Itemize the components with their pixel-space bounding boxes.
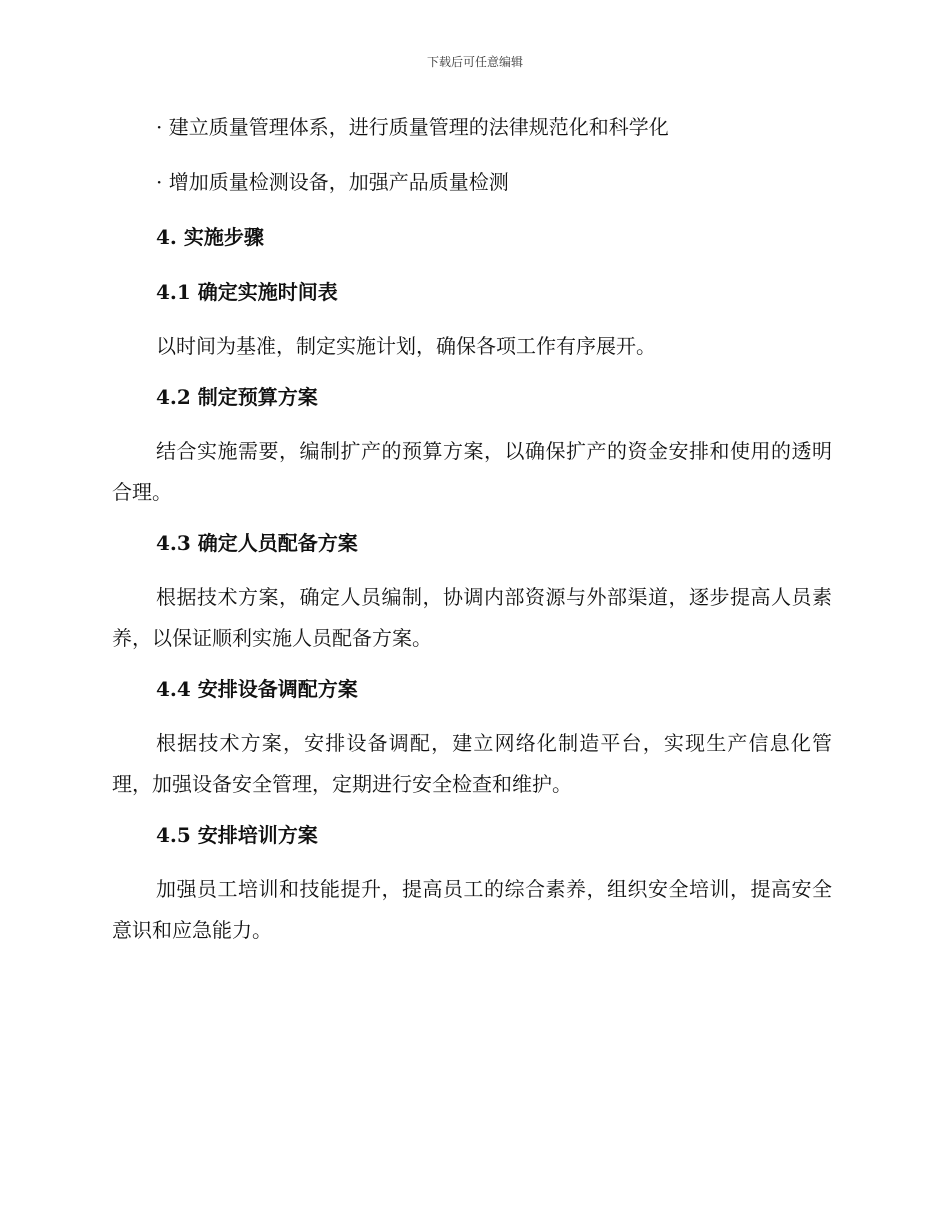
page-header: 下载后可任意编辑 [426,55,523,69]
bullet-item: · 增加质量检测设备，加强产品质量检测 [156,170,509,194]
subsection-heading: 4.2 制定预算方案 [156,385,318,409]
subsection-heading: 4.5 安排培训方案 [156,823,318,847]
document-body [112,110,832,964]
subsection-heading: 4.4 安排设备调配方案 [156,677,358,701]
subsection-heading: 4.1 确定实施时间表 [156,280,338,304]
paragraph: 根据技术方案，安排设备调配，建立网络化制造平台，实现生产信息化管理，加强设备安全管理，定期进行安全检查和维护。 [112,731,832,796]
bullet-item: · 建立质量管理体系，进行质量管理的法律规范化和科学化 [156,115,669,139]
paragraph: 结合实施需要，编制扩产的预算方案，以确保扩产的资金安排和使用的透明合理。 [112,439,832,504]
subsection-heading: 4.3 确定人员配备方案 [156,531,358,555]
section-heading: 4. 实施步骤 [156,225,264,249]
paragraph: 加强员工培训和技能提升，提高员工的综合素养，组织安全培训，提高安全意识和应急能力。 [112,877,832,942]
paragraph: 根据技术方案，确定人员编制，协调内部资源与外部渠道，逐步提高人员素养，以保证顺利实施人员配备方案。 [112,585,832,650]
paragraph: 以时间为基准，制定实施计划，确保各项工作有序展开。 [156,334,656,358]
